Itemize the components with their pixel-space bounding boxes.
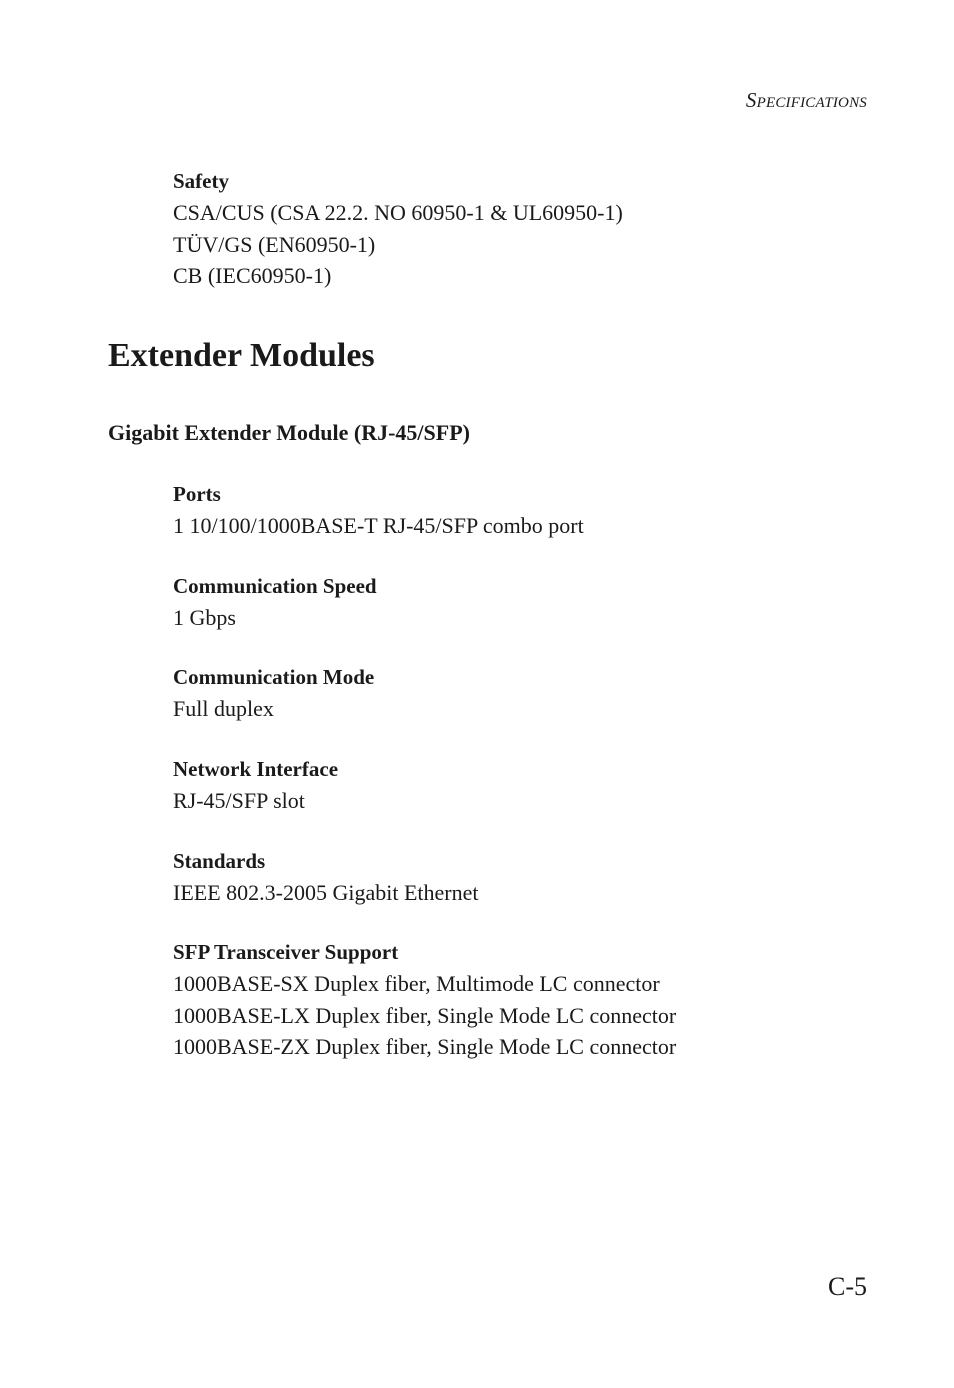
subsection-title-suffix: (RJ-45/SFP) [353,420,470,445]
safety-block [173,166,873,292]
safety-label: Safety [173,169,229,193]
spec-label: SFP Transceiver Support [173,940,399,964]
subsection-title [108,420,470,446]
spec-value: 1000BASE-ZX Duplex fiber, Single Mode LC connector [173,1034,677,1059]
spec-value: IEEE 802.3-2005 Gigabit Ethernet [173,880,479,905]
spec-label: Standards [173,849,266,873]
spec-value: 1000BASE-SX Duplex fiber, Multimode LC connector [173,971,660,996]
spec-value: RJ-45/SFP slot [173,788,305,813]
running-head: Specifications [745,88,867,112]
spec-value: Full duplex [173,696,274,721]
page-number: C-5 [828,1272,867,1301]
spec-communication-mode [173,662,873,725]
safety-line: TÜV/GS (EN60950-1) [173,231,376,257]
safety-line: CSA/CUS (CSA 22.2. NO 60950-1 & UL60950-1) [173,200,623,225]
subsection-title-main: Gigabit Extender Module [108,420,349,445]
spec-value: 1 10/100/1000BASE-T RJ-45/SFP combo port [173,513,584,538]
section-title: Extender Modules [108,337,375,374]
spec-value: 1 Gbps [173,605,236,630]
spec-network-interface [173,754,873,817]
spec-standards [173,846,873,909]
spec-sfp-transceiver-support [173,937,873,1063]
spec-value: 1000BASE-LX Duplex fiber, Single Mode LC connector [173,1002,677,1028]
spec-label: Communication Mode [173,665,375,689]
spec-label: Communication Speed [173,574,377,598]
spec-communication-speed [173,571,873,634]
spec-label: Network Interface [173,757,339,781]
spec-label: Ports [173,482,221,506]
spec-ports [173,479,873,542]
safety-line: CB (IEC60950-1) [173,263,332,288]
